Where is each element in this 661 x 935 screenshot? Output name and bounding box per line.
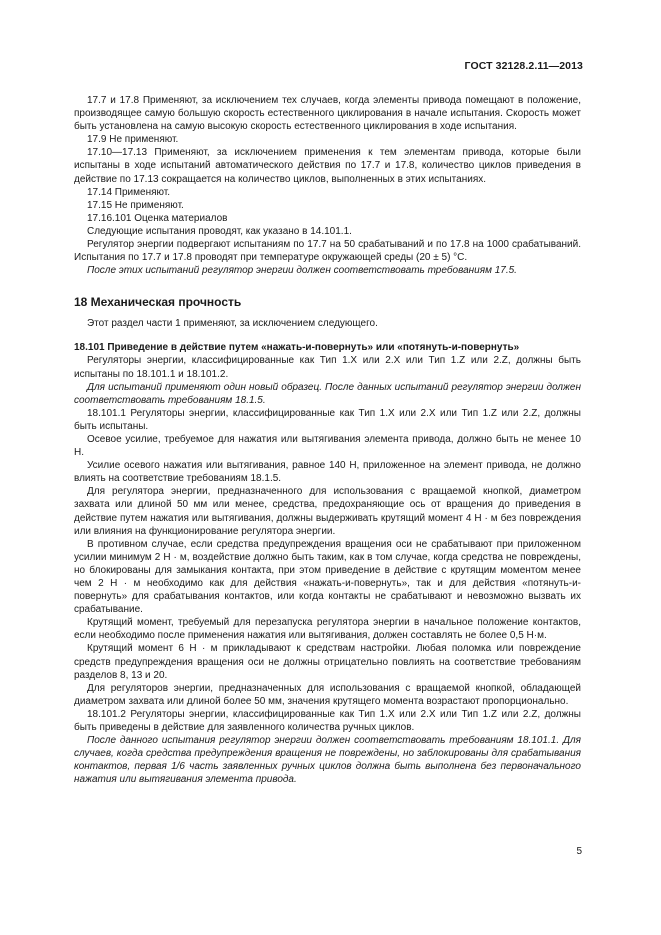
paragraph: 18.101.2 Регуляторы энергии, классифицированные как Тип 1.X или 2.X или Тип 1.Z или 2.Z, должны быть приведены в действие для заявленного количества ручных циклов. [74,708,581,734]
paragraph: Крутящий момент 6 Н · м прикладывают к средствам настройки. Любая поломка или повреждение средств предупреждения вращения оси не должны отрицательно повлиять на соответствие требованиям разделов 8, 13 и 20. [74,643,581,681]
document-header: ГОСТ 32128.2.11—2013 [464,60,583,72]
paragraph: В противном случае, если средства предупреждения вращения оси не срабатывают при приложенном усилии минимум 2 Н · м, воздействие должно быть таким, как в том случае, когда средства не повреждены, но блокированы для замыкания контакта, при этом приведение в действие с крутящим моментом менее чем 2 Н · м необходимо как для действия «нажать-и-повернуть», так и для действия «потянуть-и-повернуть» для срабатывания контактов, или когда контакты не срабатывают и невозможно вызвать их срабатывание. [74,538,581,616]
page-number: 5 [576,846,582,857]
paragraph: 18.101.1 Регуляторы энергии, классифицированные как Тип 1.X или 2.X или Тип 1.Z или 2.Z, должны быть испытаны. [74,407,581,432]
subsection-18-101-title: 18.101 Приведение в действие путем «нажать-и-повернуть» или «потянуть-и-повернуть» [74,342,520,354]
paragraph: Крутящий момент, требуемый для перезапуска регулятора энергии в начальное положение контактов, если необходимо после применения нажатия или вытягивания, должен составлять не более 0,5 Н·м. [74,617,581,642]
paragraph: Следующие испытания проводят, как указано в 14.101.1. [87,225,352,237]
paragraph: Для регуляторов энергии, предназначенных для использования с вращаемой кнопкой, обладающей диаметром захвата или длиной более 50 мм, значения крутящего момента возрастают пропорционально. [74,682,581,707]
paragraph: 17.16.101 Оценка материалов [87,212,228,224]
paragraph: Усилие осевого нажатия или вытягивания, равное 140 Н, приложенное на элемент привода, не должно влиять на соответствие требованиям 18.1.5. [74,460,581,485]
paragraph: 17.9 Не применяют. [87,134,179,146]
section-18-intro: Этот раздел части 1 применяют, за исключением следующего. [87,318,378,330]
page-body [74,94,581,787]
paragraph: Для испытаний применяют один новый образец. После данных испытаний регулятор энергии должен соответствовать требованиям 18.1.5. [74,381,581,406]
paragraph: 17.15 Не применяют. [87,199,184,211]
paragraph: После этих испытаний регулятор энергии должен соответствовать требованиям 17.5. [87,265,517,277]
paragraph: 17.10—17.13 Применяют, за исключением применения к тем элементам привода, которые были испытаны в ходе испытаний автоматического действия по 17.7 и 17.8, количество циклов приведения в действие по 17.13 сокращается на количество циклов, выполненных в этих испытаниях. [74,147,581,185]
paragraph: 17.7 и 17.8 Применяют, за исключением тех случаев, когда элементы привода помещают в положение, производящее самую большую скорость естественного циклирования в начале испытания. Скорость может быть установлена на самую высокую скорость естественного циклирования в ходе испытания. [74,95,581,133]
paragraph: После данного испытания регулятор энергии должен соответствовать требованиям 18.101.1. Для случаев, когда средства предупреждения вращения не повреждены, но заблокированы для срабатывания контактов, первая 1/6 часть заявленных ручных циклов должна быть выполнена без первоначального нажатия или вытягивания элемента привода. [74,735,581,786]
paragraph: 17.14 Применяют. [87,186,171,198]
paragraph: Для регулятора энергии, предназначенного для использования с вращаемой кнопкой, диаметром захвата или длиной 50 мм или менее, средства, предохраняющие ось от вращения до приведения в действие путем нажатия или вытягивания, должны выдерживать крутящий момент 4 Н · м без повреждения или влияния на функционирование регулятора энергии. [74,486,581,537]
paragraph: Регуляторы энергии, классифицированные как Тип 1.X или 2.X или Тип 1.Z или 2.Z, должны быть испытаны по 18.101.1 и 18.101.2. [74,355,581,380]
section-17-continuation [74,94,581,277]
section-18-title: 18 Механическая прочность [74,295,242,310]
paragraph: Осевое усилие, требуемое для нажатия или вытягивания элемента привода, должно быть не менее 10 Н. [74,433,581,459]
paragraph: Регулятор энергии подвергают испытаниям по 17.7 на 50 срабатываний и по 17.8 на 1000 срабатываний. Испытания по 17.7 и 17.8 проводят при температуре окружающей среды (20 ± 5) °С. [74,239,581,264]
subsection-18-101-body [74,354,581,786]
